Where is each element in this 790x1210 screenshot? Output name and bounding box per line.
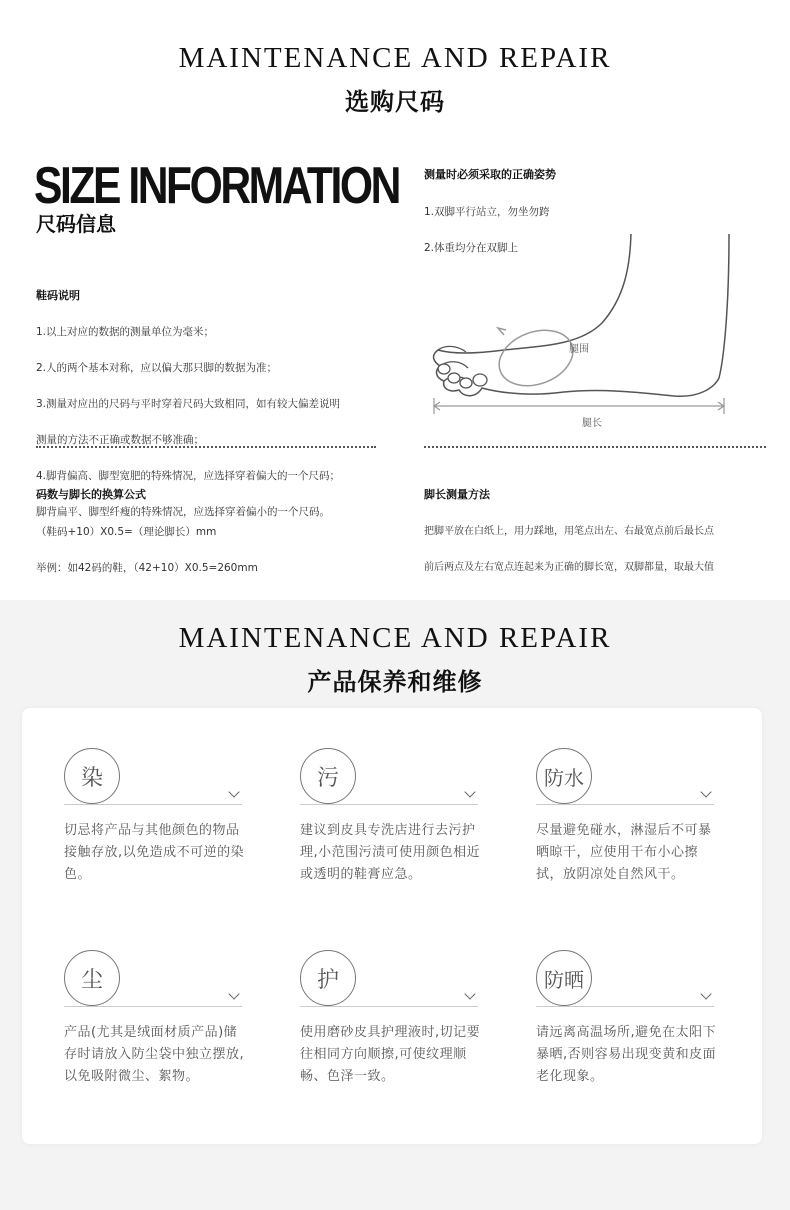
girth-label: 腿围 [569,344,589,355]
section-title-en: MAINTENANCE AND REPAIR [178,42,612,74]
shoe-size-note-heading: 鞋码说明 [36,289,80,302]
method-line: 把脚平放在白纸上，用力踩地，用笔点出左、右最宽点前后最长点 [424,526,714,537]
item-divider [536,1006,714,1007]
chevron-down-icon[interactable] [700,786,711,797]
formula-line: （鞋码+10）X0.5=（理论脚长）mm [36,526,217,538]
section-title-en: MAINTENANCE AND REPAIR [178,622,612,654]
method-lines [424,505,714,595]
toe [438,364,450,374]
method-line: 前后两点及左右宽点连起来为正确的脚长宽，双脚都量，取最大值 [424,562,714,573]
care-item-text: 建议到皮具专洗店进行去污护理,小范围污渍可使用颜色相近或透明的鞋膏应急。 [300,823,481,882]
posture-line: 2.体重均分在双脚上 [424,242,519,254]
size-section [0,0,790,600]
foot-illustration [424,228,774,438]
care-item-text: 切忌将产品与其他颜色的物品接触存放,以免造成不可逆的染色。 [64,823,245,882]
formula-lines [36,505,258,595]
note-line: 测量的方法不正确或数据不够准确； [36,434,204,446]
item-divider [64,804,242,805]
dye-icon: 染 [64,748,120,804]
maintenance-card [22,708,762,1144]
note-line: 2.人的两个基本对称，应以偏大那只脚的数据为准； [36,362,278,374]
shoe-size-note-lines [36,305,340,539]
item-divider [536,804,714,805]
item-divider [300,1006,478,1007]
toe [473,374,487,386]
foot-outline [434,234,729,396]
note-line: 脚背扁平、脚型纤瘦的特殊情况，应选择穿着偏小的一个尺码。 [36,506,330,518]
length-label: 腿长 [582,418,602,429]
waterproof-icon: 防水 [536,748,592,804]
stain-icon: 污 [300,748,356,804]
care-item-text: 使用磨砂皮具护理液时,切记要往相同方向顺擦,可使纹理顺畅、色泽一致。 [300,1025,481,1084]
chevron-down-icon[interactable] [228,786,239,797]
formula-line: 举例：如42码的鞋，（42+10）X0.5=260mm [36,562,258,574]
item-divider [64,1006,242,1007]
divider-dotted [424,446,766,448]
chevron-down-icon[interactable] [464,786,475,797]
care-item-text: 尽量避免碰水，淋湿后不可暴晒晾干，应使用干布小心擦拭，放阴凉处自然风干。 [536,823,712,882]
maintenance-section [0,600,790,1210]
method-heading: 脚长测量方法 [424,488,490,501]
toe [460,378,472,388]
chevron-down-icon[interactable] [464,988,475,999]
dust-icon: 尘 [64,950,120,1006]
note-line: 4.脚背偏高、脚型宽肥的特殊情况，应选择穿着偏大的一个尺码； [36,470,341,482]
item-divider [300,804,478,805]
note-line: 3.测量对应出的尺码与平时穿着尺码大致相同，如有较大偏差说明 [36,398,341,410]
formula-heading: 码数与脚长的换算公式 [36,488,146,501]
note-line: 1.以上对应的数据的测量单位为毫米； [36,326,215,338]
divider-dotted [36,446,376,448]
care-icon: 护 [300,950,356,1006]
posture-line: 1.双脚平行站立，勿坐勿跨 [424,206,550,218]
girth-ellipse [491,321,580,396]
posture-heading: 测量时必须采取的正确姿势 [424,168,556,181]
girth-arrow [498,328,506,335]
size-information-heading: SIZE INFORMATION [34,157,399,215]
sunproof-icon: 防晒 [536,950,592,1006]
care-item-text: 产品(尤其是绒面材质产品)储存时请放入防尘袋中独立摆放,以免吸附微尘、絮物。 [64,1025,245,1084]
care-item-text: 请远离高温场所,避免在太阳下暴晒,否则容易出现变黄和皮面老化现象。 [536,1025,717,1084]
chevron-down-icon[interactable] [700,988,711,999]
toe [448,373,460,383]
chevron-down-icon[interactable] [228,988,239,999]
section-title-cn: 选购尺码 [345,88,445,116]
section-title-cn: 产品保养和维修 [307,668,483,696]
size-information-cn: 尺码信息 [36,212,116,236]
